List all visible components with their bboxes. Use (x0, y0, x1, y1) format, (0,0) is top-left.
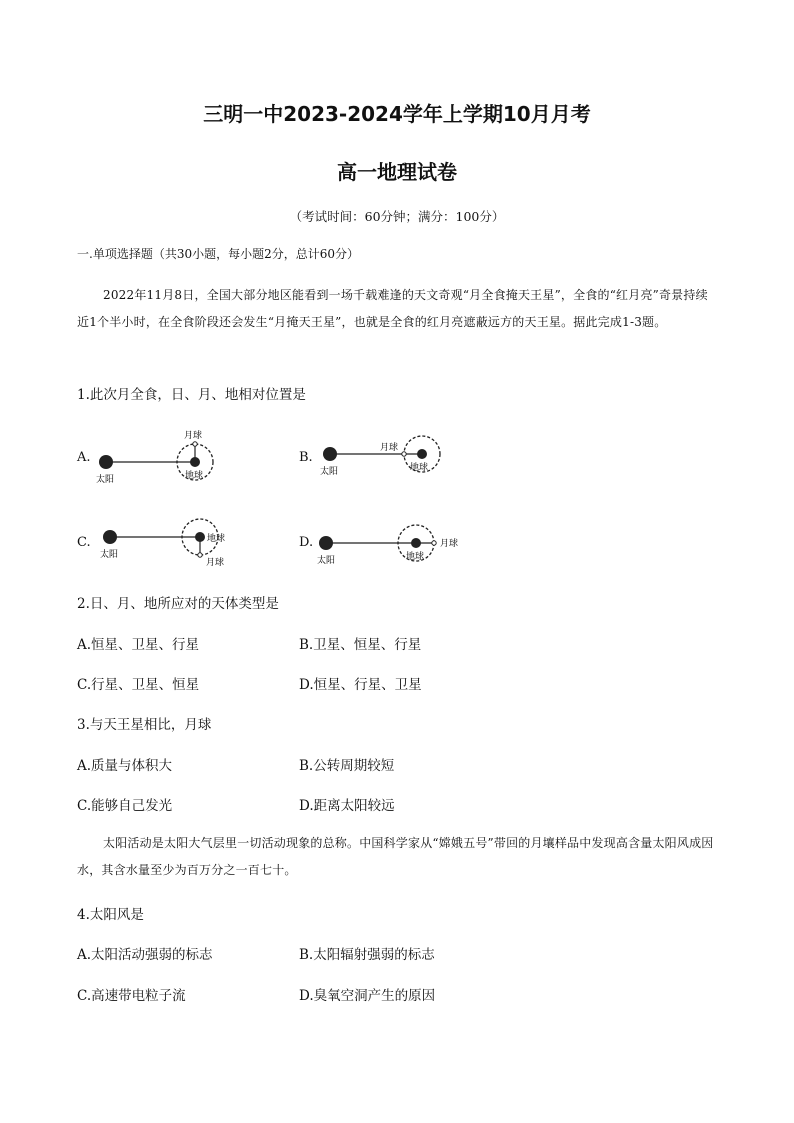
moon-icon (198, 553, 202, 557)
moon-icon (193, 442, 197, 446)
diagram-option-b (314, 420, 454, 490)
section-heading: 一.单项选择题（共30小题，每小题2分，总计60分） (77, 247, 359, 261)
earth-label: 地球 (406, 552, 425, 562)
option-b-letter: B. (299, 450, 313, 465)
diagram-option-d (314, 515, 474, 575)
question-4-stem: 4.太阳风是 (77, 907, 144, 923)
earth-icon (411, 538, 421, 548)
question-3-option-b: B.公转周期较短 (299, 758, 395, 774)
sun-icon (99, 455, 113, 469)
question-3-option-d: D.距离太阳较远 (299, 798, 395, 814)
passage-2: 太阳活动是太阳大气层里一切活动现象的总称。中国科学家从“嫦娥五号”带回的月壤样品中发现高含量太阳风成因水，其含水量至少为百万分之一百七十。 (77, 836, 714, 877)
earth-label: 地球 (207, 534, 226, 544)
sun-label: 太阳 (96, 475, 115, 485)
question-1-stem: 1.此次月全食，日、月、地相对位置是 (77, 387, 306, 403)
question-4-option-c: C.高速带电粒子流 (77, 988, 186, 1004)
question-2-option-a: A.恒星、卫星、行星 (77, 637, 200, 653)
sun-label: 太阳 (100, 550, 119, 560)
moon-icon (402, 452, 406, 456)
sun-icon (323, 447, 337, 461)
moon-label: 月球 (184, 431, 203, 441)
question-3-option-c: C.能够自己发光 (77, 798, 173, 814)
moon-label: 月球 (206, 558, 225, 568)
earth-label: 地球 (410, 463, 429, 473)
diagram-option-c (90, 515, 240, 575)
page-subtitle: 高一地理试卷 (337, 160, 457, 184)
earth-label: 地球 (185, 471, 204, 481)
question-4-option-a: A.太阳活动强弱的标志 (77, 947, 213, 963)
question-2-option-c: C.行星、卫星、恒星 (77, 677, 200, 693)
question-4-option-d: D.臭氧空洞产生的原因 (299, 988, 436, 1004)
option-d-letter: D. (299, 535, 314, 550)
exam-info: （考试时间：60分钟；满分：100分） (289, 209, 505, 224)
question-3-option-a: A.质量与体积大 (77, 758, 173, 774)
earth-icon (417, 449, 427, 459)
sun-icon (319, 536, 333, 550)
earth-icon (190, 457, 200, 467)
page-title: 三明一中2023-2024学年上学期10月月考 (203, 102, 591, 126)
diagram-option-a (90, 420, 230, 490)
question-2-option-d: D.恒星、行星、卫星 (299, 677, 422, 693)
question-2-stem: 2.日、月、地所应对的天体类型是 (77, 596, 279, 612)
option-a-letter: A. (77, 450, 91, 465)
question-3-stem: 3.与天王星相比，月球 (77, 717, 212, 733)
earth-icon (195, 532, 205, 542)
moon-icon (432, 541, 436, 545)
passage-1: 2022年11月8日，全国大部分地区能看到一场千载难逢的天文奇观“月全食掩天王星”，全食的“红月亮”奇景持续近1个半小时，在全食阶段还会发生“月掩天王星”，也就是全食的红月亮遮蔽远方的天王星。据此完成1-3题。 (77, 288, 708, 329)
sun-icon (103, 530, 117, 544)
moon-label: 月球 (380, 443, 399, 453)
question-4-option-b: B.太阳辐射强弱的标志 (299, 947, 435, 963)
question-2-option-b: B.卫星、恒星、行星 (299, 637, 422, 653)
sun-label: 太阳 (320, 467, 339, 477)
sun-label: 太阳 (317, 556, 336, 566)
option-c-letter: C. (77, 535, 91, 550)
moon-label: 月球 (440, 539, 459, 549)
